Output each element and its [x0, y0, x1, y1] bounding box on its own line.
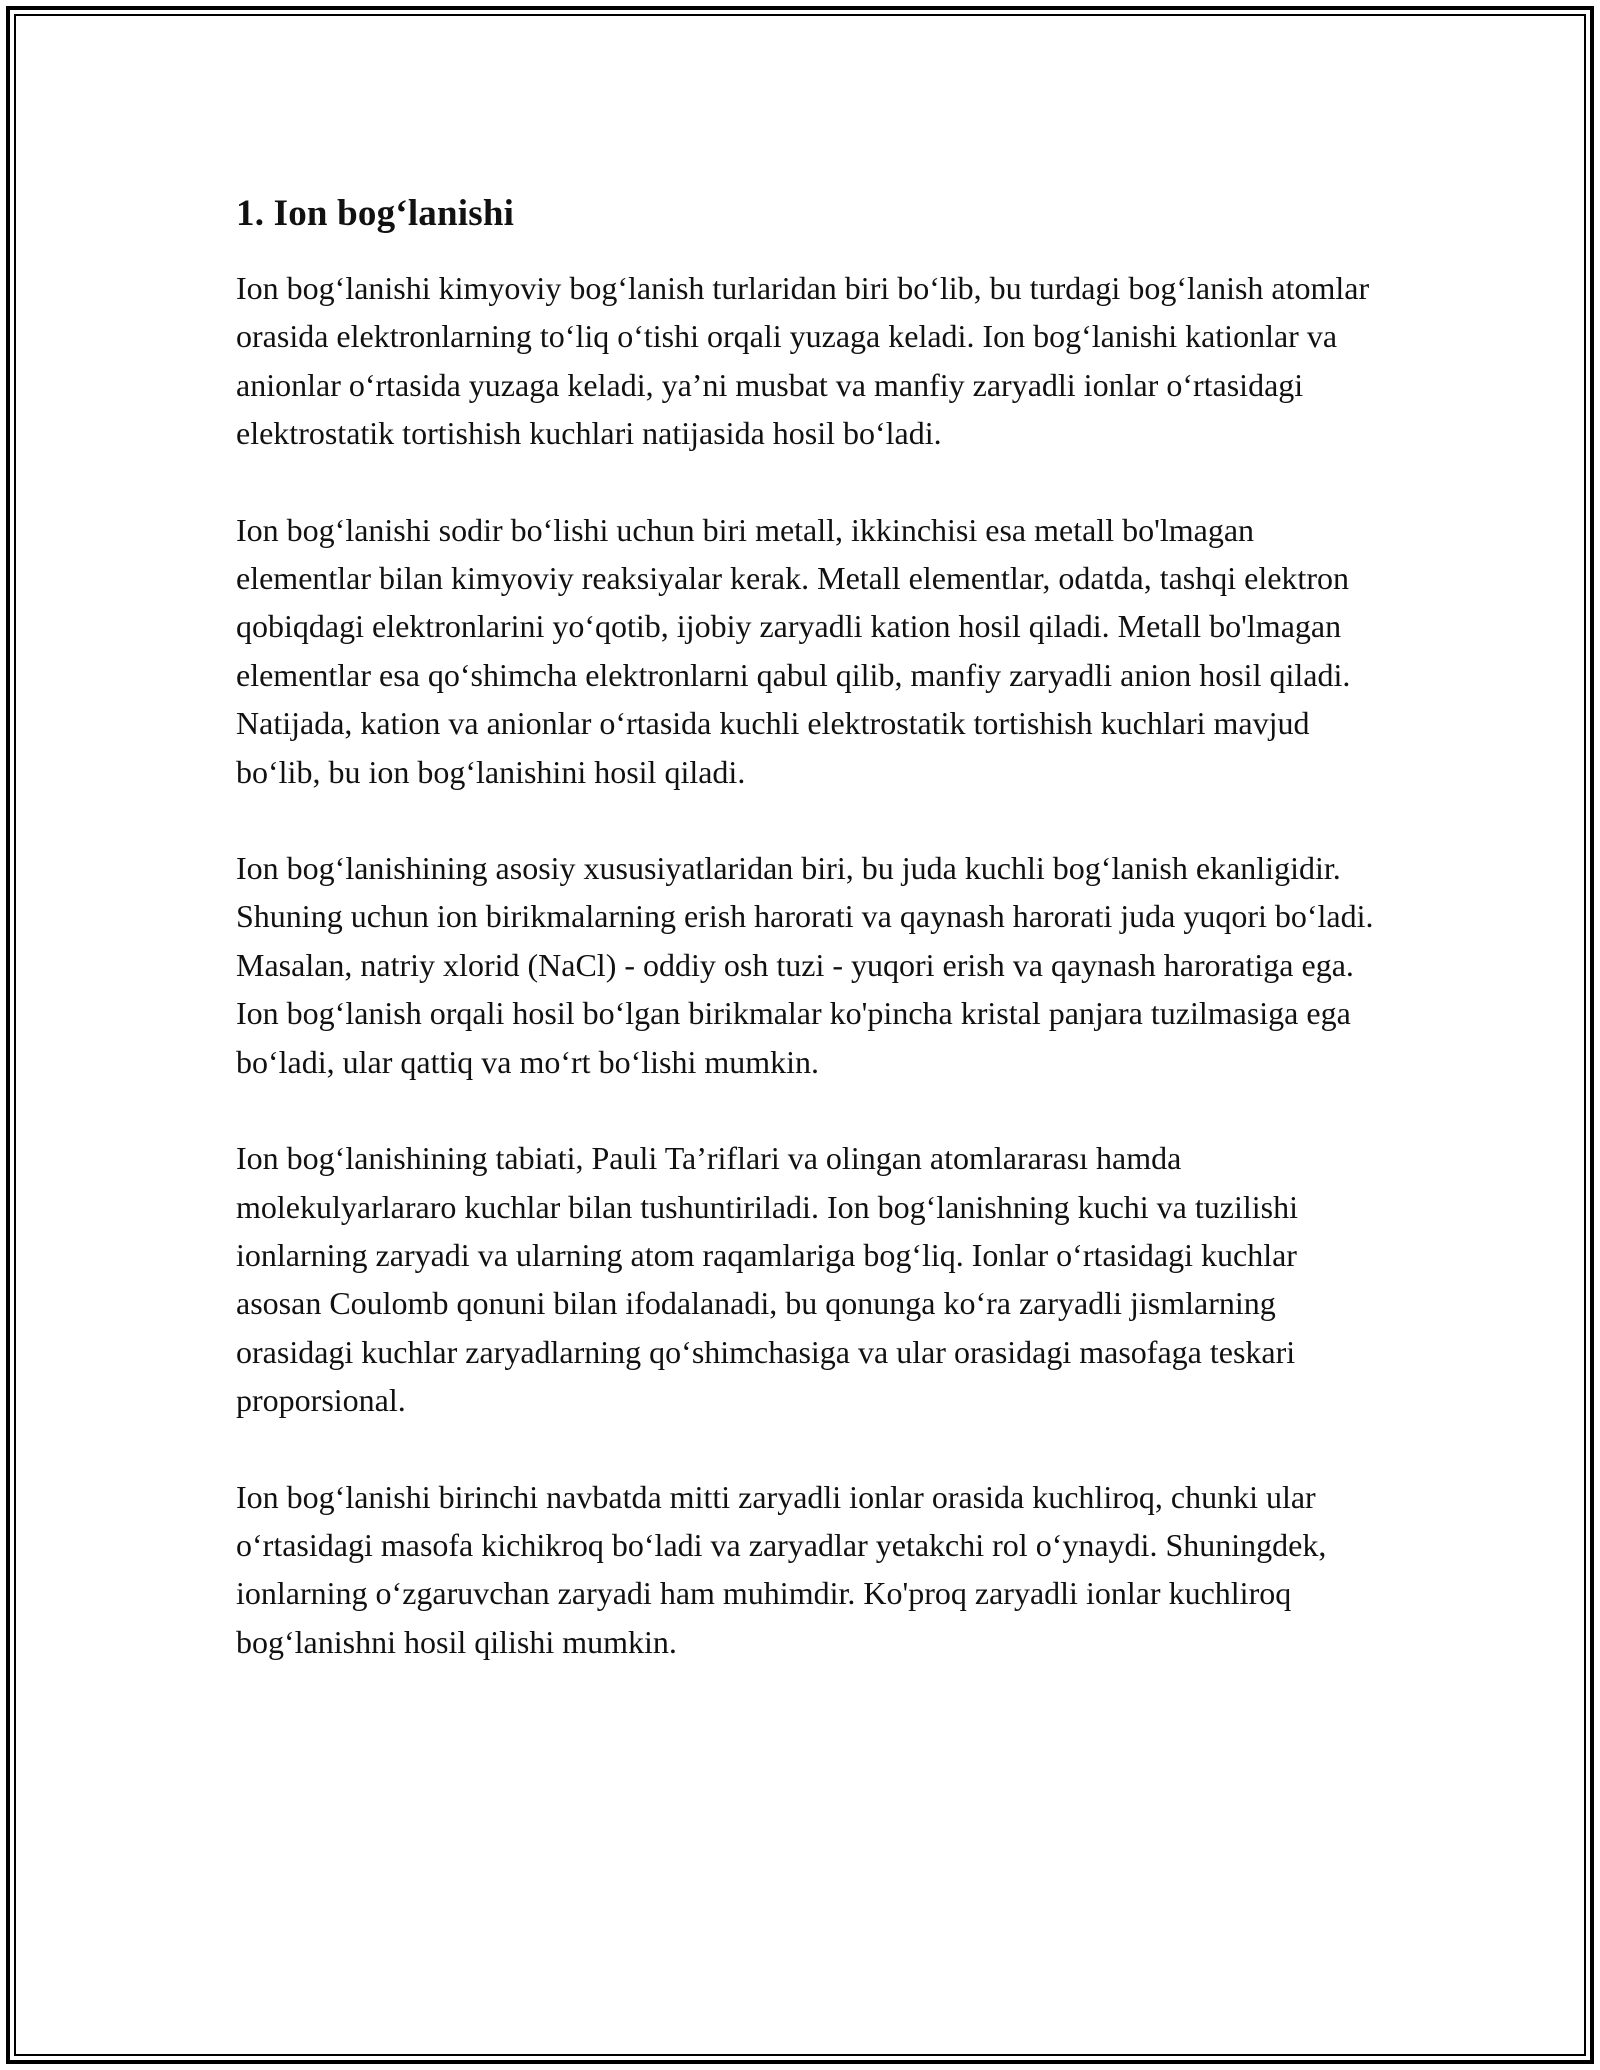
paragraph-5: Ion bog‘lanishi birinchi navbatda mitti zaryadli ionlar orasida kuchliroq, chunki ular o‘rtasidagi masofa kichikroq bo‘ladi va zaryadlar yetakchi rol o‘ynaydi. Shuningdek, ionlarning o‘zgaruvchan zaryadi ham muhimdir. Ko'proq zaryadli ionlar kuchliroq bog‘lanishni hosil qilishi mumkin. — [236, 1478, 1327, 1660]
paragraph-4: Ion bog‘lanishining tabiati, Pauli Ta’riflari va olingan atomlararası hamda molekulyarlararo kuchlar bilan tushuntiriladi. Ion bog‘lanishning kuchi va tuzilishi ionlarning zaryadi va ularning atom raqamlariga bog‘liq. Ionlar o‘rtasidagi kuchlar asosan Coulomb qonuni bilan ifodalanadi, bu qonunga ko‘ra zaryadli jismlarning orasidagi kuchlar zaryadlarning qo‘shimchasiga va ular orasidagi masofaga teskari proporsional. — [236, 1140, 1298, 1419]
paragraph-2: Ion bog‘lanishi sodir bo‘lishi uchun biri metall, ikkinchisi esa metall bo'lmagan elementlar bilan kimyoviy reaksiyalar kerak. Metall elementlar, odatda, tashqi elektron qobiqdagi elektronlarini yo‘qotib, ijobiy zaryadli kation hosil qiladi. Metall bo'lmagan elementlar esa qo‘shimcha elektronlarni qabul qilib, manfiy zaryadli anion hosil qiladi. Natijada, kation va anionlar o‘rtasida kuchli elektrostatik tortishish kuchlari mavjud bo‘lib, bu ion bog‘lanishini hosil qiladi. — [236, 511, 1351, 790]
section-heading: 1. Ion bog‘lanishi — [236, 193, 515, 234]
paragraph-3: Ion bog‘lanishining asosiy xususiyatlaridan biri, bu juda kuchli bog‘lanish ekanligidir. Shuning uchun ion birikmalarning erish harorati va qaynash harorati juda yuqori bo‘ladi. Masalan, natriy xlorid (NaCl) - oddiy osh tuzi - yuqori erish va qaynash haroratiga ega. Ion bog‘lanish orqali hosil bo‘lgan birikmalar ko'pincha kristal panjara tuzilmasiga ega bo‘ladi, ular qattiq va mo‘rt bo‘lishi mumkin. — [236, 850, 1374, 1080]
document-body — [236, 186, 1386, 1666]
paragraph-1: Ion bog‘lanishi kimyoviy bog‘lanish turlaridan biri bo‘lib, bu turdagi bog‘lanish atomlar orasida elektronlarning to‘liq o‘tishi orqali yuzaga keladi. Ion bog‘lanishi kationlar va anionlar o‘rtasida yuzaga keladi, ya’ni musbat va manfiy zaryadli ionlar o‘rtasidagi elektrostatik tortishish kuchlari natijasida hosil bo‘ladi. — [236, 270, 1370, 452]
